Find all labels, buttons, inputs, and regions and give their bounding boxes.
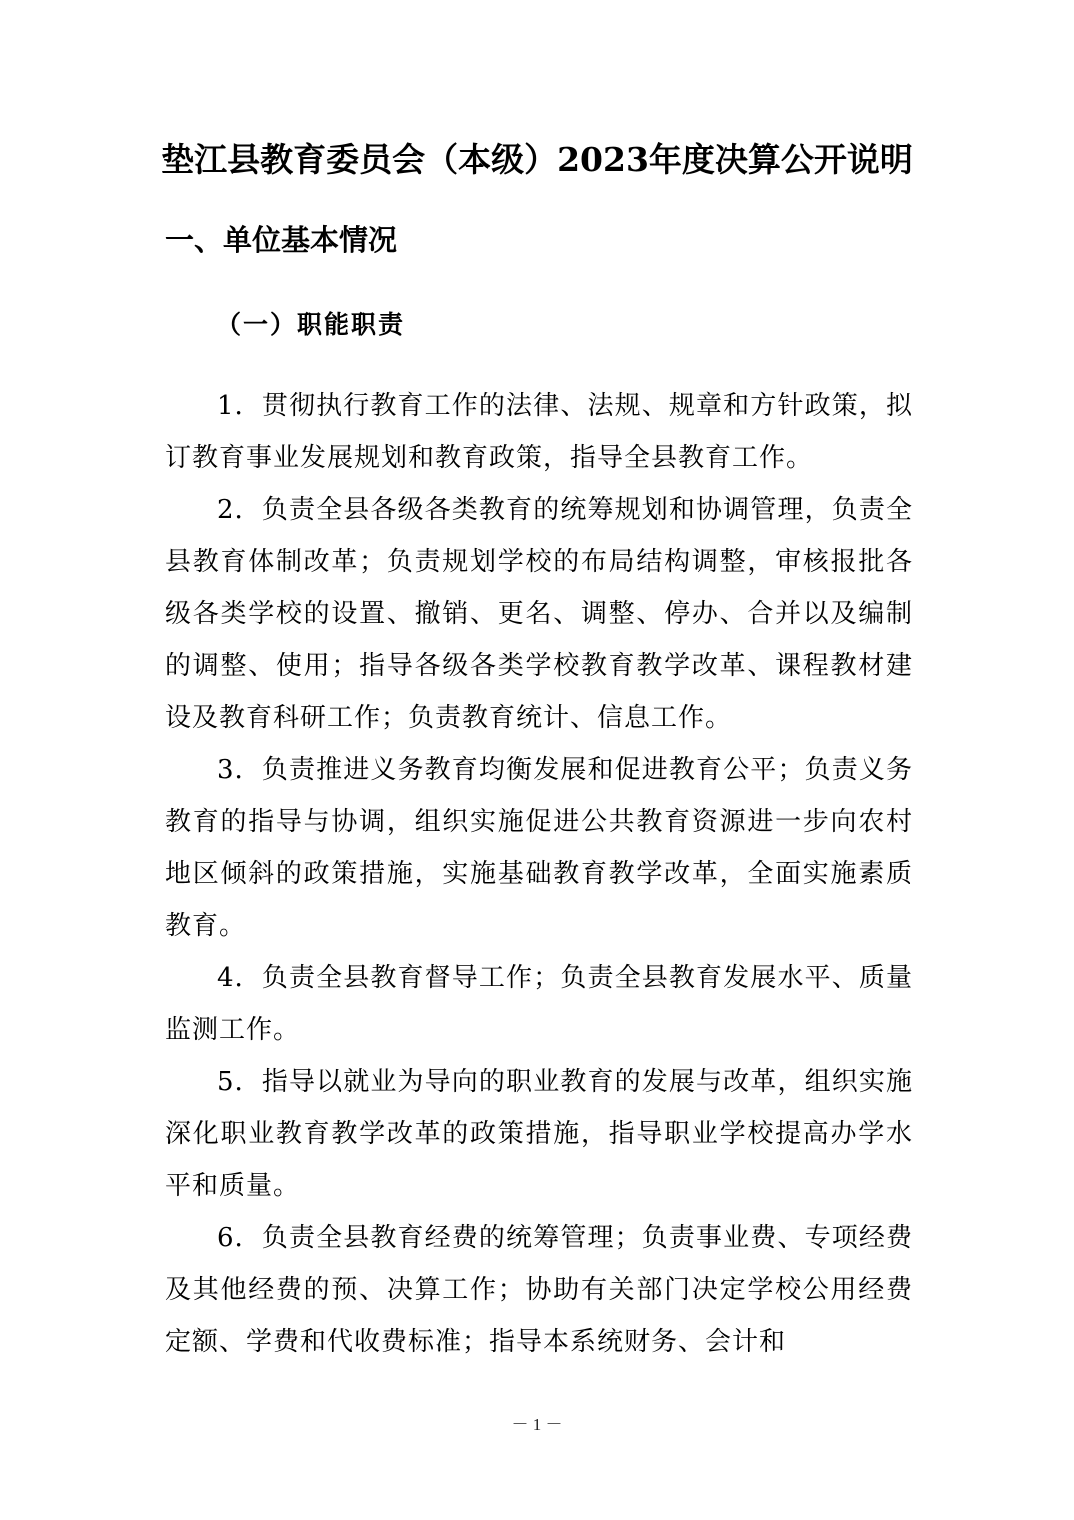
paragraph-3: 3．负责推进义务教育均衡发展和促进教育公平；负责义务教育的指导与协调，组织实施促进公共教育资源进一步向农村地区倾斜的政策措施，实施基础教育教学改革，全面实施素质教育。	[165, 755, 913, 941]
page-number: － 1 －	[511, 1415, 563, 1434]
body-text	[165, 380, 913, 1368]
section-heading-basic-info: 一、单位基本情况	[165, 223, 398, 257]
paragraph-2: 2．负责全县各级各类教育的统筹规划和协调管理，负责全县教育体制改革；负责规划学校的布局结构调整，审核报批各级各类学校的设置、撤销、更名、调整、停办、合并以及编制的调整、使用；指导各级各类学校教育教学改革、课程教材建设及教育科研工作；负责教育统计、信息工作。	[165, 495, 913, 733]
paragraph-6: 6．负责全县教育经费的统筹管理；负责事业费、专项经费及其他经费的预、决算工作；协助有关部门决定学校公用经费定额、学费和代收费标准；指导本系统财务、会计和	[165, 1223, 913, 1357]
subsection-heading-duties: （一）职能职责	[216, 310, 406, 339]
paragraph-5: 5．指导以就业为导向的职业教育的发展与改革，组织实施深化职业教育教学改革的政策措施，指导职业学校提高办学水平和质量。	[165, 1067, 913, 1201]
page-title: 垫江县教育委员会（本级）2023年度决算公开说明	[161, 140, 913, 179]
paragraph-1: 1．贯彻执行教育工作的法律、法规、规章和方针政策，拟订教育事业发展规划和教育政策，指导全县教育工作。	[165, 391, 913, 473]
paragraph-4: 4．负责全县教育督导工作；负责全县教育发展水平、质量监测工作。	[165, 963, 913, 1045]
